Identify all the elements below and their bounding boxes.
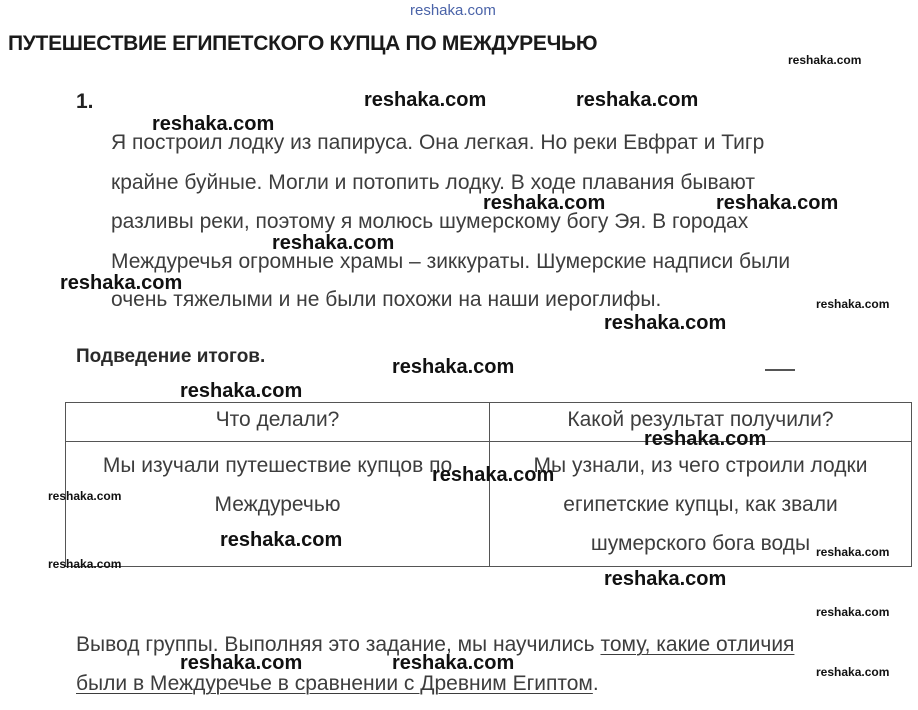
conclusion-answer: тому, какие отличия bbox=[600, 633, 795, 656]
task-number: 1. bbox=[76, 90, 94, 113]
watermark: reshaka.com bbox=[788, 53, 862, 67]
watermark: reshaka.com bbox=[604, 312, 727, 334]
watermark: reshaka.com bbox=[816, 665, 890, 679]
cell-line: Мы узнали, из чего строили лодки bbox=[533, 454, 868, 477]
paragraph-line: крайне буйные. Могли и потопить лодку. В ходе плавания бывают bbox=[111, 171, 755, 194]
paragraph-line: Междуречья огромные храмы – зиккураты. Шумерские надписи были bbox=[111, 250, 791, 273]
watermark: reshaka.com bbox=[392, 652, 515, 674]
scan-artifact bbox=[765, 369, 795, 371]
watermark: reshaka.com bbox=[180, 380, 303, 402]
cell-line: шумерского бога воды bbox=[590, 532, 811, 555]
table-header-cell: Какой результат получили? bbox=[490, 403, 912, 442]
watermark: reshaka.com bbox=[716, 192, 839, 214]
paragraph-line: очень тяжелыми и не были похожи на наши иероглифы. bbox=[111, 288, 662, 311]
conclusion-text: . bbox=[592, 672, 599, 695]
table-row bbox=[66, 442, 912, 567]
conclusion-text: Вывод группы. Выполняя это задание, мы научились bbox=[76, 633, 601, 656]
cell-line: Мы изучали путешествие купцов по bbox=[102, 454, 453, 477]
watermark: reshaka.com bbox=[152, 113, 275, 135]
watermark: reshaka.com bbox=[272, 232, 395, 254]
summary-heading: Подведение итогов. bbox=[76, 346, 266, 367]
watermark: reshaka.com bbox=[60, 272, 183, 294]
watermark: reshaka.com bbox=[364, 89, 487, 111]
watermark: reshaka.com bbox=[392, 356, 515, 378]
paragraph-line: разливы реки, поэтому я молюсь шумерскому богу Эя. В городах bbox=[111, 210, 749, 233]
watermark: reshaka.com bbox=[816, 545, 890, 559]
watermark: reshaka.com bbox=[576, 89, 699, 111]
watermark: reshaka.com bbox=[180, 652, 303, 674]
conclusion-line bbox=[76, 672, 599, 696]
cell-line: египетские купцы, как звали bbox=[563, 493, 838, 516]
watermark: reshaka.com bbox=[48, 489, 122, 503]
watermark: reshaka.com bbox=[644, 428, 767, 450]
paragraph-line: Я построил лодку из папируса. Она легкая. Но реки Евфрат и Тигр bbox=[111, 131, 765, 154]
watermark: reshaka.com bbox=[816, 297, 890, 311]
watermark: reshaka.com bbox=[604, 568, 727, 590]
table-header-row bbox=[66, 403, 912, 442]
watermark: reshaka.com bbox=[483, 192, 606, 214]
page-title: ПУТЕШЕСТВИЕ ЕГИПЕТСКОГО КУПЦА ПО МЕЖДУРЕЧЬЮ bbox=[8, 32, 598, 55]
watermark: reshaka.com bbox=[816, 605, 890, 619]
site-header-link[interactable]: reshaka.com bbox=[410, 2, 496, 19]
watermark: reshaka.com bbox=[432, 464, 555, 486]
watermark: reshaka.com bbox=[220, 529, 343, 551]
conclusion-answer: были в Междуречье в сравнении с Древним Египтом bbox=[76, 672, 593, 695]
watermark: reshaka.com bbox=[48, 557, 122, 571]
cell-line: Междуречью bbox=[214, 493, 341, 516]
table-header-cell: Что делали? bbox=[66, 403, 490, 442]
